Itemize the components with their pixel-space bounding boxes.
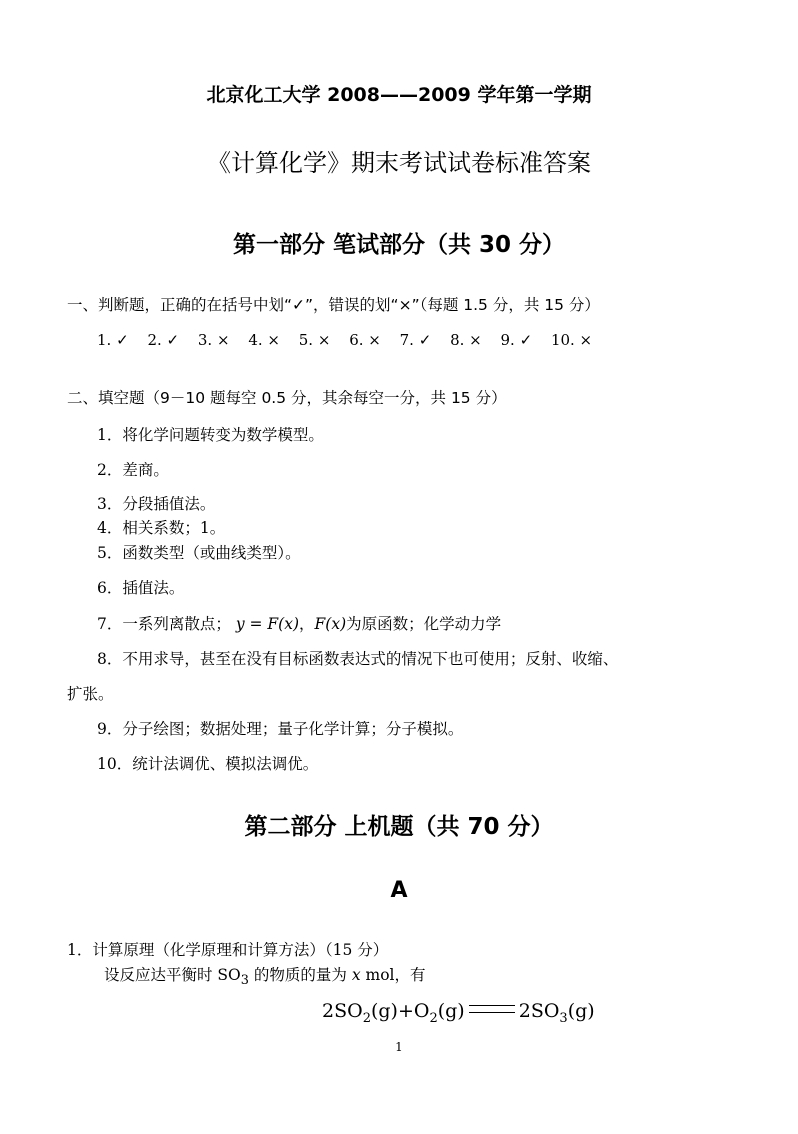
fill-answer-9: 9．分子绘图；数据处理；量子化学计算；分子模拟。 — [97, 720, 464, 738]
q1-variable: x — [351, 966, 361, 984]
q1-text-prefix: 设反应达平衡时 SO — [104, 966, 241, 984]
page-number: 1 — [395, 1040, 403, 1054]
answer-item: 5. × — [298, 331, 331, 349]
fill-answer: 4．相关系数；1。 — [97, 519, 226, 537]
answer-item: 3. × — [197, 331, 230, 349]
item7-separator: ， — [299, 615, 315, 633]
equilibrium-sign — [469, 1005, 515, 1013]
fill-answer-8-line1: 8．不用求导，甚至在没有目标函数表达式的情况下也可使用；反射、收缩、 — [97, 650, 619, 668]
question1-title: 1．计算原理（化学原理和计算方法）（15 分） — [67, 941, 389, 959]
eq-reactant1: 2SO — [322, 1000, 363, 1022]
fill-answer-8-line2: 扩张。 — [67, 685, 114, 703]
fill-answer: 6．插值法。 — [97, 579, 185, 597]
eq-sub: 2 — [429, 1010, 438, 1026]
eq-product: 2SO — [518, 1000, 560, 1022]
eq-sub: 3 — [559, 1010, 568, 1026]
document-title: 北京化工大学 2008——2009 学年第一学期 — [206, 84, 592, 106]
q1-subscript: 3 — [240, 973, 249, 989]
answer-item: 1. ✓ — [97, 331, 129, 349]
answer-item: 2. ✓ — [147, 331, 180, 349]
answer-item: 4. × — [248, 331, 280, 349]
fill-answer: 5．函数类型（或曲线类型）。 — [97, 544, 301, 562]
reaction-equation — [322, 1000, 595, 1026]
part1-heading: 第一部分 笔试部分（共 30 分） — [232, 232, 566, 258]
q1-text-mid: 的物质的量为 — [248, 966, 352, 984]
eq-sub: 2 — [362, 1010, 371, 1026]
answer-item: 7. ✓ — [399, 331, 432, 349]
eq-product-state: (g) — [567, 1000, 595, 1022]
fill-answer: 1．将化学问题转变为数学模型。 — [97, 426, 324, 444]
answer-item: 8. × — [450, 331, 482, 349]
variant-label: A — [390, 878, 408, 903]
item7-prefix: 7．一系列离散点； — [97, 615, 231, 633]
fill-answer-7 — [97, 612, 501, 634]
section2-heading: 二、填空题（9－10 题每空 0.5 分，其余每空一分，共 15 分） — [67, 389, 507, 407]
fill-answer: 3．分段插值法。 — [97, 495, 216, 513]
eq-reactant2-state: (g) — [437, 1000, 465, 1022]
section1-heading: 一、判断题，正确的在括号中划“✓”，错误的划“×”（每题 1.5 分，共 15 分） — [67, 296, 600, 314]
true-false-answers — [97, 331, 606, 349]
fill-answer: 2．差商。 — [97, 461, 169, 479]
answer-item: 6. × — [349, 331, 381, 349]
math-expression: F(x) — [314, 615, 347, 633]
q1-text-suffix: mol，有 — [360, 966, 426, 984]
math-expression: y = F(x) — [235, 615, 300, 633]
answer-item: 9. ✓ — [500, 331, 533, 349]
answer-item: 10. × — [550, 331, 593, 349]
question1-text — [104, 963, 426, 988]
item7-suffix: 为原函数；化学动力学 — [346, 615, 502, 633]
document-subtitle: 《计算化学》期末考试试卷标准答案 — [207, 149, 591, 177]
eq-reactant-state: (g)+O — [370, 1000, 430, 1022]
fill-answer-10: 10．统计法调优、模拟法调优。 — [97, 755, 319, 773]
part2-heading: 第二部分 上机题（共 70 分） — [244, 814, 554, 840]
